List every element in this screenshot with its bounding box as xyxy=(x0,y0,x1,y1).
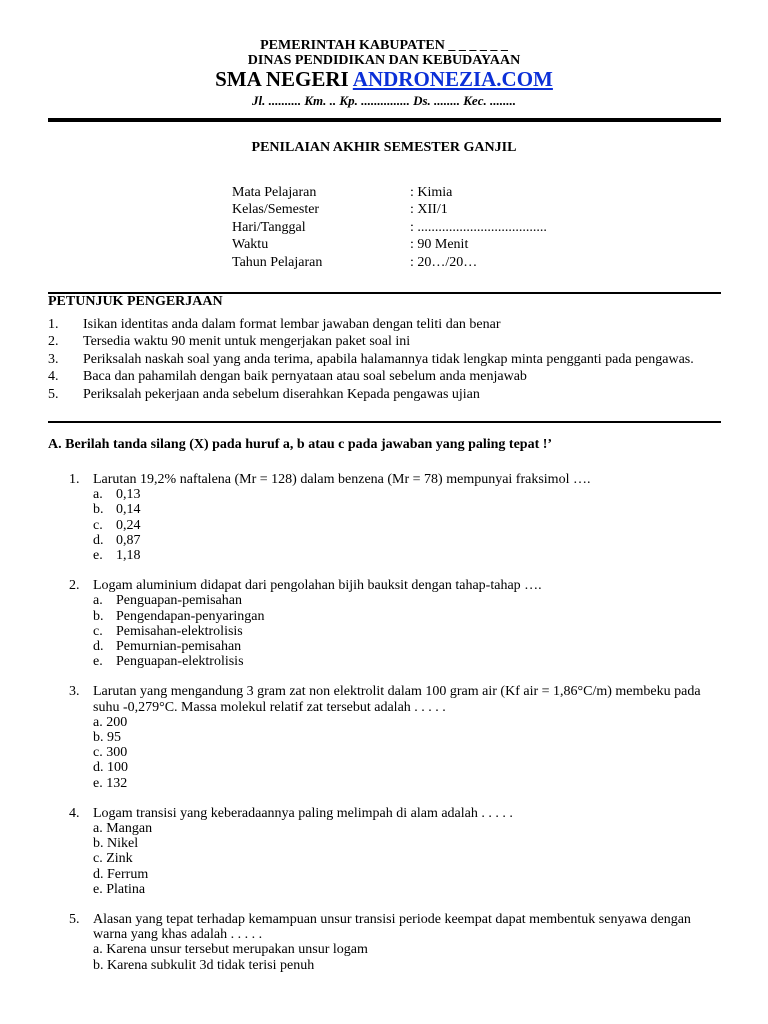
question-item xyxy=(69,806,721,897)
option-text: Pemurnian-pemisahan xyxy=(116,639,242,655)
answer-option xyxy=(93,518,721,533)
instruction-number: 5. xyxy=(48,386,59,402)
question-number: 2. xyxy=(69,578,80,594)
instruction-number: 2. xyxy=(48,334,59,350)
header-department: DINAS PENDIDIKAN DAN KEBUDAYAAN xyxy=(247,53,521,68)
exam-info-table xyxy=(232,184,547,271)
answer-option: e. 132 xyxy=(93,775,128,791)
option-text: 0,13 xyxy=(116,487,141,503)
answer-option xyxy=(93,654,721,669)
option-letter: e. xyxy=(93,654,103,670)
info-row xyxy=(232,184,547,201)
instruction-number: 3. xyxy=(48,351,59,367)
option-text: Pengendapan-penyaringan xyxy=(116,608,265,624)
option-text: 1,18 xyxy=(116,548,141,564)
info-row xyxy=(232,236,547,253)
question-text: Logam aluminium didapat dari pengolahan bijih bauksit dengan tahap-tahap …. xyxy=(93,578,542,594)
instructions-bottom-divider xyxy=(48,421,721,423)
answer-option: b. Karena subkulit 3d tidak terisi penuh xyxy=(93,957,315,973)
instruction-text: Isikan identitas anda dalam format lembar jawaban dengan teliti dan benar xyxy=(83,317,501,332)
question-number: 5. xyxy=(69,912,80,928)
question-number: 4. xyxy=(69,805,80,821)
answer-option: e. Platina xyxy=(93,881,146,897)
option-letter: b. xyxy=(93,502,104,518)
info-label: Hari/Tanggal xyxy=(232,219,306,235)
option-letter: d. xyxy=(93,639,104,655)
info-value: : 20…/20… xyxy=(410,254,478,270)
answer-option xyxy=(93,609,721,624)
answer-option xyxy=(93,639,721,654)
answer-option: a. Karena unsur tersebut merupakan unsur logam xyxy=(93,942,368,958)
question-row xyxy=(69,912,721,942)
question-row xyxy=(69,472,721,487)
question-item xyxy=(69,578,721,669)
question-number: 3. xyxy=(69,684,80,700)
answer-option: b. Nikel xyxy=(93,836,139,852)
info-label: Mata Pelajaran xyxy=(232,185,317,200)
exam-title: PENILAIAN AKHIR SEMESTER GANJIL xyxy=(251,140,517,155)
question-text: Alasan yang tepat terhadap kemampuan unsur transisi periode keempat dapat membentuk senyawa dengan warna yang khas adalah . . . . . xyxy=(93,912,691,943)
option-letter: c. xyxy=(93,517,103,533)
instruction-item xyxy=(48,316,721,333)
option-text: 0,14 xyxy=(116,502,141,518)
answer-option: d. 100 xyxy=(93,760,128,776)
question-text: Larutan 19,2% naftalena (Mr = 128) dalam benzena (Mr = 78) mempunyai fraksimol …. xyxy=(93,472,591,487)
info-label: Waktu xyxy=(232,237,269,253)
instruction-item xyxy=(48,368,721,385)
school-prefix: SMA NEGERI xyxy=(215,67,353,91)
option-letter: c. xyxy=(93,623,103,639)
question-row xyxy=(69,684,721,714)
section-a-heading: A. Berilah tanda silang (X) pada huruf a, b atau c pada jawaban yang paling tepat !’ xyxy=(48,437,553,452)
instruction-item xyxy=(48,351,721,368)
instructions-title: PETUNJUK PENGERJAAN xyxy=(48,294,223,309)
option-text: Penguapan-pemisahan xyxy=(116,593,242,609)
answer-option: a. Mangan xyxy=(93,821,153,837)
question-options xyxy=(69,593,721,669)
question-options xyxy=(69,942,721,972)
question-number: 1. xyxy=(69,472,80,487)
answer-option xyxy=(93,487,721,502)
answer-option xyxy=(93,533,721,548)
header-address: Jl. .......... Km. .. Kp. ............... Ds. ........ Kec. ........ xyxy=(252,93,516,108)
answer-option: d. Ferrum xyxy=(93,866,149,882)
header-divider xyxy=(48,118,721,122)
answer-option: c. Zink xyxy=(93,851,133,867)
info-value: : 90 Menit xyxy=(410,237,469,253)
info-row xyxy=(232,254,547,271)
instruction-item xyxy=(48,333,721,350)
questions-list xyxy=(69,472,721,988)
instruction-text: Periksalah naskah soal yang anda terima, apabila halamannya tidak lengkap minta pengganti pada pengawas. xyxy=(83,351,694,367)
info-value: : XII/1 xyxy=(410,202,448,218)
instruction-number: 1. xyxy=(48,317,59,332)
question-item xyxy=(69,912,721,973)
header-school-name xyxy=(0,67,768,92)
question-text: Logam transisi yang keberadaannya paling melimpah di alam adalah . . . . . xyxy=(93,805,513,821)
question-item xyxy=(69,472,721,563)
option-letter: b. xyxy=(93,608,104,624)
option-letter: a. xyxy=(93,487,103,503)
option-text: 0,24 xyxy=(116,517,141,533)
option-letter: d. xyxy=(93,532,104,548)
info-row xyxy=(232,201,547,218)
answer-option: b. 95 xyxy=(93,730,121,746)
option-letter: a. xyxy=(93,593,103,609)
school-link[interactable]: ANDRONEZIA.COM xyxy=(352,67,553,91)
answer-option xyxy=(93,593,721,608)
instruction-text: Periksalah pekerjaan anda sebelum diserahkan Kepada pengawas ujian xyxy=(83,386,480,402)
answer-option: a. 200 xyxy=(93,714,128,730)
option-text: Pemisahan-elektrolisis xyxy=(116,623,243,639)
info-value: : Kimia xyxy=(410,185,453,200)
question-row xyxy=(69,578,721,593)
question-options xyxy=(69,487,721,563)
info-row xyxy=(232,219,547,236)
question-item xyxy=(69,684,721,790)
answer-option xyxy=(93,548,721,563)
answer-option xyxy=(93,502,721,517)
question-text: Larutan yang mengandung 3 gram zat non elektrolit dalam 100 gram air (Kf air = 1,86°C/m) membeku pada suhu -0,279°C. Massa molekul relatif zat tersebut adalah . . . . . xyxy=(93,684,701,715)
instruction-text: Baca dan pahamilah dengan baik pernyataan atau soal sebelum anda menjawab xyxy=(83,369,527,385)
option-text: Penguapan-elektrolisis xyxy=(116,654,244,670)
instruction-item xyxy=(48,386,721,403)
info-value: : ..................................... xyxy=(410,219,547,235)
answer-option xyxy=(93,624,721,639)
question-options xyxy=(69,821,721,897)
instruction-text: Tersedia waktu 90 menit untuk mengerjakan paket soal ini xyxy=(83,334,411,350)
info-label: Kelas/Semester xyxy=(232,202,320,218)
answer-option: c. 300 xyxy=(93,745,128,761)
header-government: PEMERINTAH KABUPATEN _ _ _ _ _ _ xyxy=(260,38,508,53)
info-label: Tahun Pelajaran xyxy=(232,254,323,270)
option-letter: e. xyxy=(93,548,103,564)
question-options xyxy=(69,715,721,791)
question-row xyxy=(69,806,721,821)
option-text: 0,87 xyxy=(116,532,141,548)
instructions-list xyxy=(48,316,721,403)
instruction-number: 4. xyxy=(48,369,59,385)
